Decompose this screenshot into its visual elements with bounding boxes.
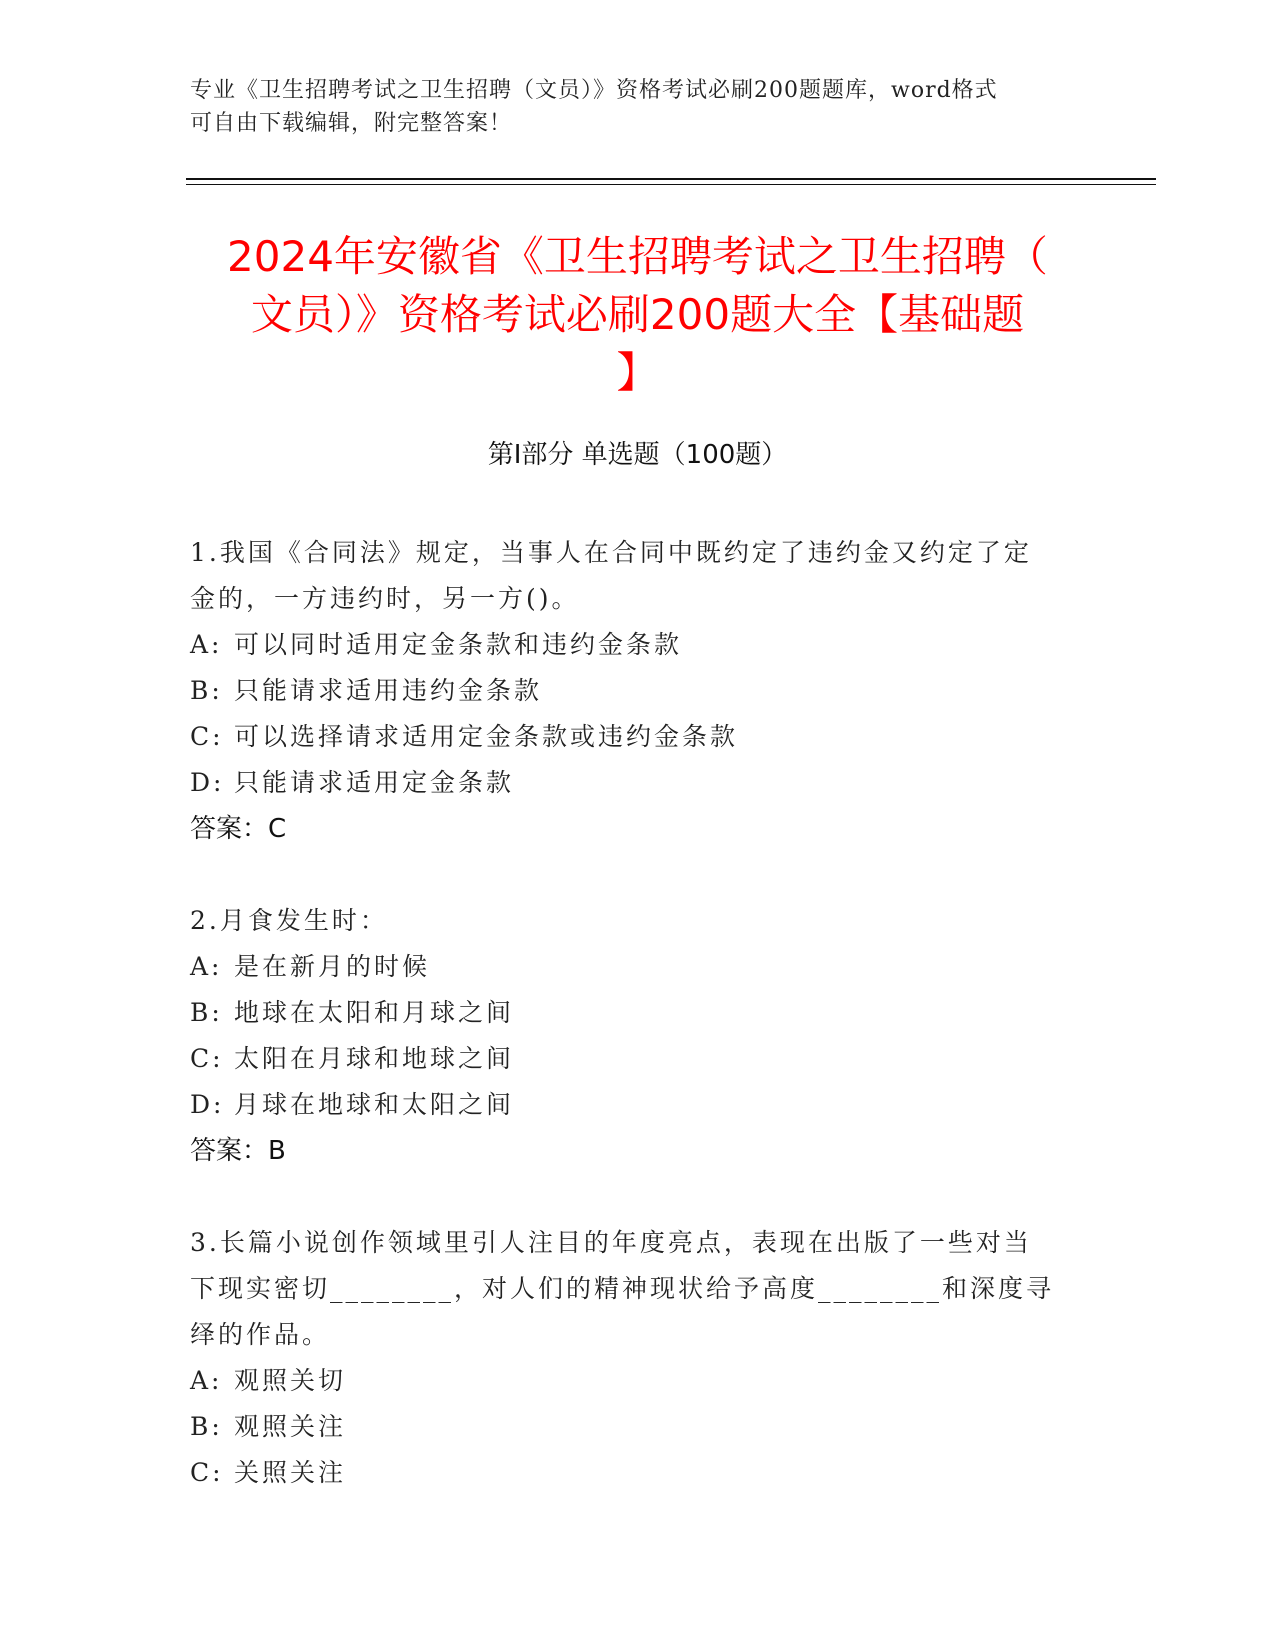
section-title: 第Ⅰ部分 单选题（100题） bbox=[487, 440, 788, 470]
option-letter: B: bbox=[190, 676, 223, 705]
option-letter: A: bbox=[190, 630, 223, 659]
option-letter: B: bbox=[190, 998, 223, 1027]
answer: 答案：B bbox=[190, 1136, 286, 1166]
header-rule-thin bbox=[186, 184, 1156, 185]
option-a bbox=[190, 622, 1080, 668]
option-text: 是在新月的时候 bbox=[234, 952, 431, 981]
option-text: 只能请求适用定金条款 bbox=[234, 768, 515, 797]
option-c bbox=[190, 1036, 1080, 1082]
header-note-line-1: 专业《卫生招聘考试之卫生招聘（文员）》资格考试必刷200题题库，word格式 bbox=[190, 78, 998, 103]
option-text: 观照关注 bbox=[234, 1412, 347, 1441]
document-title-line-1: 2024年安徽省《卫生招聘考试之卫生招聘（ bbox=[227, 232, 1048, 281]
option-letter: A: bbox=[190, 952, 223, 981]
option-text: 地球在太阳和月球之间 bbox=[234, 998, 515, 1027]
question-1 bbox=[190, 530, 1080, 852]
option-letter: B: bbox=[190, 1412, 223, 1441]
option-letter: A: bbox=[190, 1366, 223, 1395]
option-text: 月球在地球和太阳之间 bbox=[234, 1090, 515, 1119]
option-text: 观照关切 bbox=[234, 1366, 347, 1395]
header-note-line-2: 可自由下载编辑，附完整答案！ bbox=[190, 111, 513, 136]
option-b bbox=[190, 1404, 1080, 1450]
option-letter: C: bbox=[190, 1458, 224, 1487]
question-stem bbox=[190, 898, 1080, 944]
question-stem-line: 金的，一方违约时，另一方()。 bbox=[190, 584, 580, 613]
option-a bbox=[190, 1358, 1080, 1404]
document-title bbox=[190, 228, 1085, 402]
option-text: 太阳在月球和地球之间 bbox=[234, 1044, 515, 1073]
option-text: 关照关注 bbox=[234, 1458, 347, 1487]
option-d bbox=[190, 1082, 1080, 1128]
option-text: 可以同时适用定金条款和违约金条款 bbox=[234, 630, 683, 659]
question-stem-line: 下现实密切________，对人们的精神现状给予高度________和深度寻 bbox=[190, 1274, 1055, 1303]
header-rule-thick bbox=[186, 178, 1156, 180]
option-a bbox=[190, 944, 1080, 990]
question-stem-line: 3.长篇小说创作领域里引人注目的年度亮点，表现在出版了一些对当 bbox=[190, 1228, 1032, 1257]
option-c bbox=[190, 714, 1080, 760]
answer: 答案：C bbox=[190, 814, 287, 844]
option-text: 只能请求适用违约金条款 bbox=[234, 676, 543, 705]
document-title-line-3: 】 bbox=[616, 348, 659, 397]
question-2 bbox=[190, 898, 1080, 1174]
document-title-line-2: 文员）》资格考试必刷200题大全【基础题 bbox=[250, 290, 1025, 339]
option-letter: C: bbox=[190, 722, 224, 751]
question-list bbox=[190, 530, 1080, 1542]
option-b bbox=[190, 990, 1080, 1036]
option-b bbox=[190, 668, 1080, 714]
option-letter: D: bbox=[190, 768, 225, 797]
header-note bbox=[190, 74, 1090, 140]
question-stem-line: 绎的作品。 bbox=[190, 1320, 331, 1349]
question-stem bbox=[190, 1220, 1080, 1358]
question-stem bbox=[190, 530, 1080, 622]
option-letter: C: bbox=[190, 1044, 224, 1073]
question-stem-line: 1.我国《合同法》规定，当事人在合同中既约定了违约金又约定了定 bbox=[190, 538, 1032, 567]
option-c bbox=[190, 1450, 1080, 1496]
question-3 bbox=[190, 1220, 1080, 1496]
option-d bbox=[190, 760, 1080, 806]
option-text: 可以选择请求适用定金条款或违约金条款 bbox=[234, 722, 739, 751]
question-stem-line: 2.月食发生时： bbox=[190, 906, 388, 935]
option-letter: D: bbox=[190, 1090, 225, 1119]
